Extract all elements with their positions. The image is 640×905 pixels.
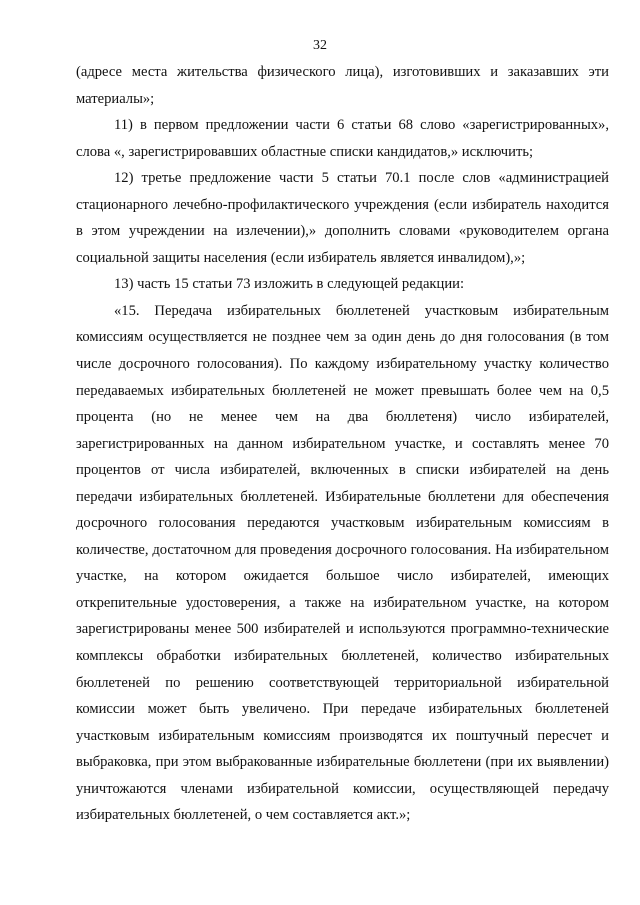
paragraph-item-12: 12) третье предложение части 5 статьи 70.1 после слов «администрацией стационарного лечебно-профилактического учреждения (если избиратель находится в этом учреждении на излечении),» дополнить словами «руководителем органа социальной защиты населения (если избиратель является инвалидом),»; xyxy=(76,170,609,266)
paragraph-item-11: 11) в первом предложении части 6 статьи 68 слово «зарегистрированных», слова «, зарегистрировавших областные списки кандидатов,» исключить; xyxy=(76,117,609,160)
paragraph-item-13: 13) часть 15 статьи 73 изложить в следующей редакции: xyxy=(114,276,464,293)
paragraph-part-15-text: «15. Передача избирательных бюллетеней участковым избирательным комиссиям осуществляется не позднее чем за один день до дня голосования (в том числе досрочного голосования). По каждому избирательному участку количество передаваемых избирательных бюллетеней не может превышать более чем на 0,5 процента (но не менее чем на два бюллетеня) число избирателей, зарегистрированных на данном избирательном участке, и составлять менее 70 процентов от числа избирателей, включенных в списки избирателей на день передачи избирательных бюллетеней. Избирательные бюллетени для обеспечения досрочного голосования передаются участковым избирательным комиссиям в количестве, достаточном для проведения досрочного голосования. На избирательном участке, на котором ожидается большое число избирателей, имеющих открепительные удостоверения, а также на избирательном участке, на котором зарегистрированы менее 500 избирателей и используются программно-технические комплексы обработки избирательных бюллетеней, количество избирательных бюллетеней по решению соответствующей территориальной избирательной комиссии может быть увеличено. При передаче избирательных бюллетеней участковым избирательным комиссиям производятся их поштучный пересчет и выбраковка, при этом выбракованные избирательные бюллетени (при их выявлении) уничтожаются членами избирательной комиссии, осуществляющей передачу избирательных бюллетеней, о чем составляется акт.»; xyxy=(76,302,609,824)
paragraph-continuation: (адресе места жительства физического лица), изготовивших и заказавших эти материалы»; xyxy=(76,64,609,107)
page-number: 32 xyxy=(313,38,327,53)
document-body xyxy=(76,59,609,829)
